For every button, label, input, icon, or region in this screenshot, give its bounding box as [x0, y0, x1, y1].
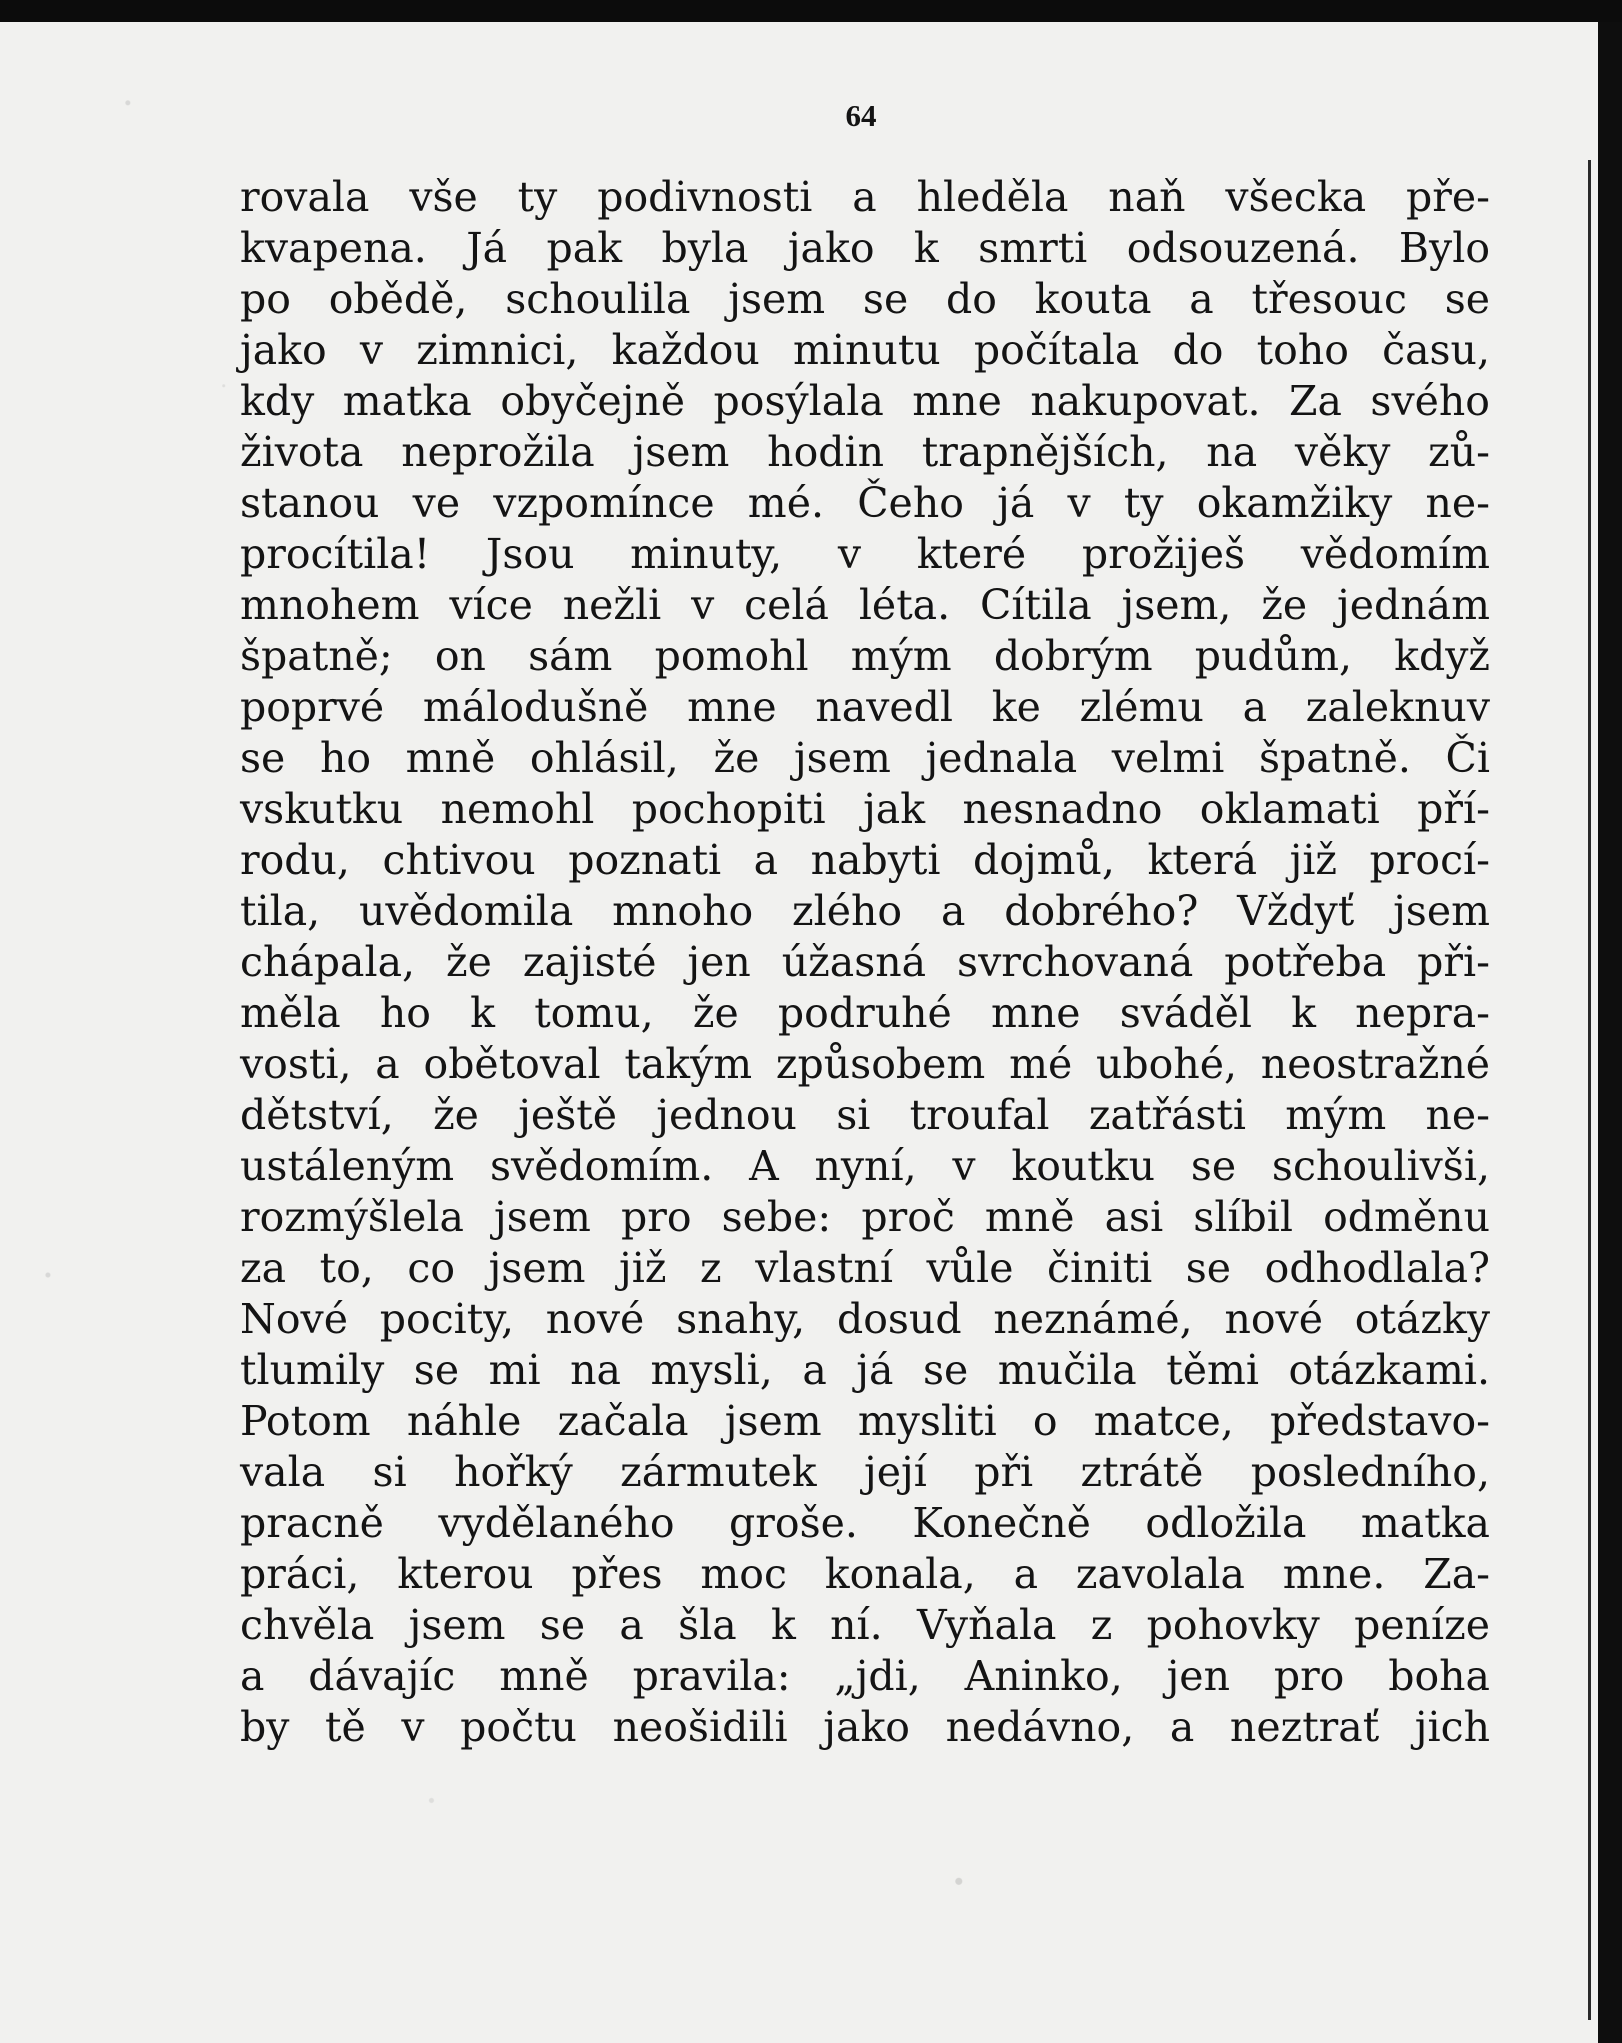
text-line: by tě v počtu neošidili jako nedávno, a neztrať jich	[240, 1703, 1490, 1751]
page-edge-line	[1588, 160, 1591, 2020]
text-line: a dávajíc mně pravila: „jdi, Aninko, jen pro boha	[240, 1652, 1490, 1700]
text-line: procítila! Jsou minuty, v které prožiješ vědomím	[240, 530, 1490, 578]
text-line: života neprožila jsem hodin trapnějších, na věky zů-	[240, 428, 1490, 476]
text-line: mnohem více nežli v celá léta. Cítila jsem, že jednám	[240, 581, 1490, 629]
text-line: rodu, chtivou poznati a nabyti dojmů, která již procí-	[240, 836, 1490, 884]
text-line: měla ho k tomu, že podruhé mne sváděl k nepra-	[240, 989, 1490, 1037]
text-line: chápala, že zajisté jen úžasná svrchovaná potřeba při-	[240, 938, 1490, 986]
text-line: práci, kterou přes moc konala, a zavolala mne. Za-	[240, 1550, 1490, 1598]
page-number: 64	[845, 98, 877, 133]
text-line: jako v zimnici, každou minutu počítala do toho času,	[240, 326, 1490, 374]
text-line: dětství, že ještě jednou si troufal zatřásti mým ne-	[240, 1091, 1490, 1139]
text-line: rovala vše ty podivnosti a hleděla naň všecka pře-	[240, 173, 1490, 221]
text-line: chvěla jsem se a šla k ní. Vyňala z pohovky peníze	[240, 1601, 1490, 1649]
text-line: tlumily se mi na mysli, a já se mučila těmi otázkami.	[240, 1346, 1490, 1394]
text-line: po obědě, schoulila jsem se do kouta a třesouc se	[240, 275, 1490, 323]
text-line: vala si hořký zármutek její při ztrátě posledního,	[240, 1448, 1490, 1496]
text-line: se ho mně ohlásil, že jsem jednala velmi špatně. Či	[240, 734, 1490, 782]
text-line: stanou ve vzpomínce mé. Čeho já v ty okamžiky ne-	[240, 479, 1490, 527]
text-line: kdy matka obyčejně posýlala mne nakupovat. Za svého	[240, 377, 1490, 425]
text-line: špatně; on sám pomohl mým dobrým pudům, když	[240, 632, 1490, 680]
text-line: za to, co jsem již z vlastní vůle činiti se odhodlala?	[240, 1244, 1490, 1292]
text-line: Potom náhle začala jsem mysliti o matce, představo-	[240, 1397, 1490, 1445]
text-line: Nové pocity, nové snahy, dosud neznámé, nové otázky	[240, 1295, 1490, 1343]
text-line: pracně vydělaného groše. Konečně odložila matka	[240, 1499, 1490, 1547]
text-line: vosti, a obětoval takým způsobem mé ubohé, neostražné	[240, 1040, 1490, 1088]
text-line: ustáleným svědomím. A nyní, v koutku se schoulivši,	[240, 1142, 1490, 1190]
scan-border-right	[1598, 22, 1622, 2043]
text-line: rozmýšlela jsem pro sebe: proč mně asi slíbil odměnu	[240, 1193, 1490, 1241]
text-line: kvapena. Já pak byla jako k smrti odsouzená. Bylo	[240, 224, 1490, 272]
text-line: tila, uvědomila mnoho zlého a dobrého? Vždyť jsem	[240, 887, 1490, 935]
text-line: poprvé málodušně mne navedl ke zlému a zaleknuv	[240, 683, 1490, 731]
page-body-text	[240, 172, 1490, 1753]
text-line: vskutku nemohl pochopiti jak nesnadno oklamati pří-	[240, 785, 1490, 833]
